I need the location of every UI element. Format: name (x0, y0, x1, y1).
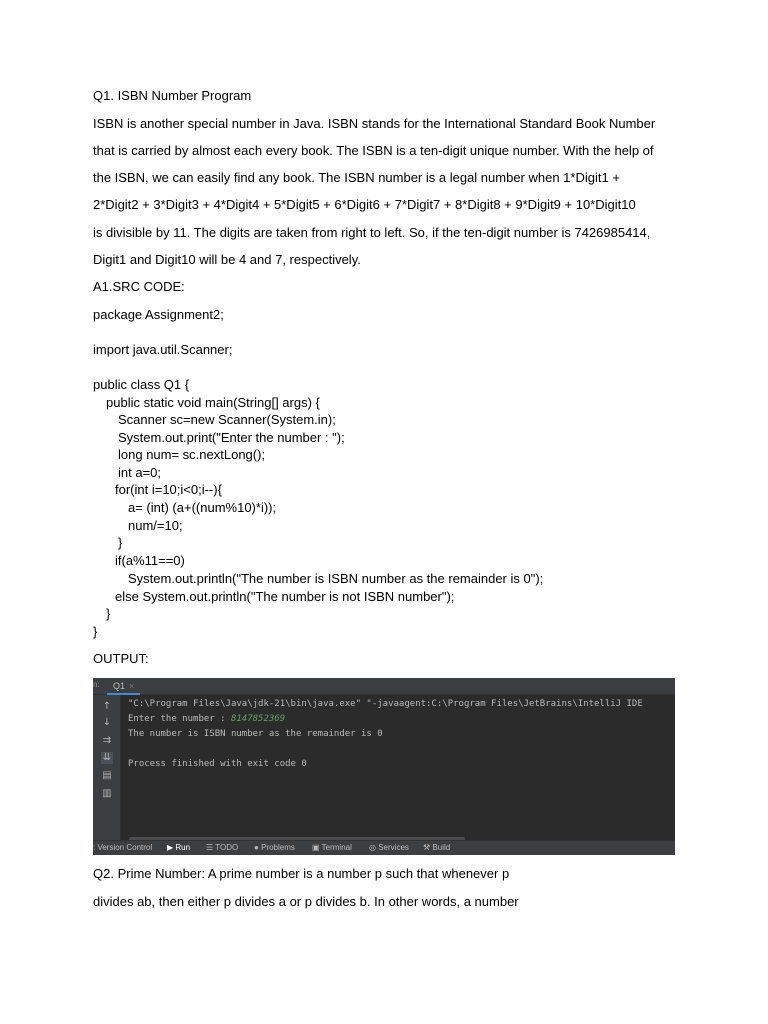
tool-terminal[interactable] (312, 841, 352, 855)
run-toolbar (93, 695, 121, 840)
code-line: num/=10; (128, 518, 183, 533)
code-line: if(a%11==0) (115, 553, 185, 568)
tool-build[interactable] (423, 841, 450, 855)
console-command-line: "C:\Program Files\Java\jdk-21\bin\java.exe" "-javaagent:C:\Program Files\JetBrains\IntelliJ IDE (128, 699, 643, 709)
todo-icon: ☰ (206, 843, 214, 852)
code-line: } (118, 535, 123, 550)
tool-services[interactable] (369, 841, 409, 855)
tool-window-bar (93, 840, 675, 855)
terminal-icon: ▣ (312, 843, 320, 852)
soft-wrap-icon[interactable]: ⇉ (102, 735, 112, 746)
console-user-input: 8147852369 (230, 714, 286, 724)
code-line: for(int i=10;i<0;i--){ (115, 482, 222, 497)
code-line: Scanner sc=new Scanner(System.in); (118, 412, 336, 427)
run-tab-bar (93, 678, 675, 695)
down-arrow-icon[interactable]: ↓ (102, 717, 112, 728)
tool-todo[interactable] (206, 841, 238, 855)
code-line: else System.out.println("The number is not ISBN number"); (115, 589, 455, 604)
q1-title: Q1. ISBN Number Program (93, 88, 252, 103)
code-line: } (93, 624, 98, 639)
console-output[interactable] (128, 695, 675, 839)
problems-label: Problems (261, 843, 295, 852)
run-icon: ▶ (167, 843, 174, 852)
close-icon[interactable]: × (129, 681, 135, 691)
code-line: System.out.println("The number is ISBN number as the remainder is 0"); (128, 571, 544, 586)
trash-icon[interactable]: ▥ (102, 788, 112, 799)
print-icon[interactable]: ▤ (102, 770, 112, 781)
output-heading: OUTPUT: (93, 651, 149, 666)
build-icon: ⚒ (423, 843, 431, 852)
services-icon: ◎ (369, 843, 376, 852)
tab-label: Q1 (113, 681, 126, 691)
run-prefix: n: (93, 680, 100, 689)
q1-paragraph-line: Digit1 and Digit10 will be 4 and 7, respectively. (93, 252, 361, 267)
code-line: public class Q1 { (93, 377, 190, 392)
q1-paragraph-line: the ISBN, we can easily find any book. The ISBN number is a legal number when 1*Digit1 + (93, 170, 620, 185)
console-result-line: The number is ISBN number as the remainder is 0 (128, 729, 383, 739)
console-exit-line: Process finished with exit code 0 (128, 759, 307, 769)
console-prompt: Enter the number : (128, 714, 231, 724)
code-line: } (106, 606, 111, 621)
code-line: long num= sc.nextLong(); (118, 447, 266, 462)
code-line: a= (int) (a+((num%10)*i)); (128, 500, 277, 515)
q2-line: divides ab, then either p divides a or p divides b. In other words, a number (93, 894, 519, 909)
services-label: Services (378, 843, 409, 852)
run-label: Run (175, 843, 191, 852)
console-prompt-line (128, 713, 285, 725)
up-arrow-icon[interactable]: ↑ (102, 701, 112, 712)
tool-problems[interactable] (254, 841, 295, 855)
code-line: System.out.print("Enter the number : "); (118, 430, 345, 445)
scroll-to-end-icon[interactable]: ⇊ (102, 752, 112, 763)
problems-icon: ● (254, 843, 259, 852)
q2-line: Q2. Prime Number: A prime number is a number p such that whenever p (93, 866, 510, 881)
terminal-label: Terminal (321, 843, 352, 852)
code-line: int a=0; (118, 465, 162, 480)
todo-label: TODO (215, 843, 239, 852)
version-control-label: : Version Control (93, 843, 153, 852)
q1-paragraph-line: 2*Digit2 + 3*Digit3 + 4*Digit4 + 5*Digit5 + 6*Digit6 + 7*Digit7 + 8*Digit8 + 9*Digit9 + 10*Digit10 (93, 197, 636, 212)
src-code-heading: A1.SRC CODE: (93, 279, 185, 294)
tab-q1[interactable] (107, 679, 140, 695)
q1-paragraph-line: is divisible by 11. The digits are taken from right to left. So, if the ten-digit number is 7426985414, (93, 225, 651, 240)
tool-run[interactable] (167, 841, 190, 855)
q1-paragraph-line: ISBN is another special number in Java. ISBN stands for the International Standard Book Number (93, 116, 656, 131)
tool-version-control[interactable] (93, 841, 152, 855)
code-line: public static void main(String[] args) { (106, 395, 320, 410)
code-import-line: import java.util.Scanner; (93, 342, 233, 357)
code-package-line: package Assignment2; (93, 307, 224, 322)
build-label: Build (432, 843, 451, 852)
q1-paragraph-line: that is carried by almost each every book. The ISBN is a ten-digit unique number. With the help of (93, 143, 654, 158)
ide-run-window (93, 678, 675, 855)
